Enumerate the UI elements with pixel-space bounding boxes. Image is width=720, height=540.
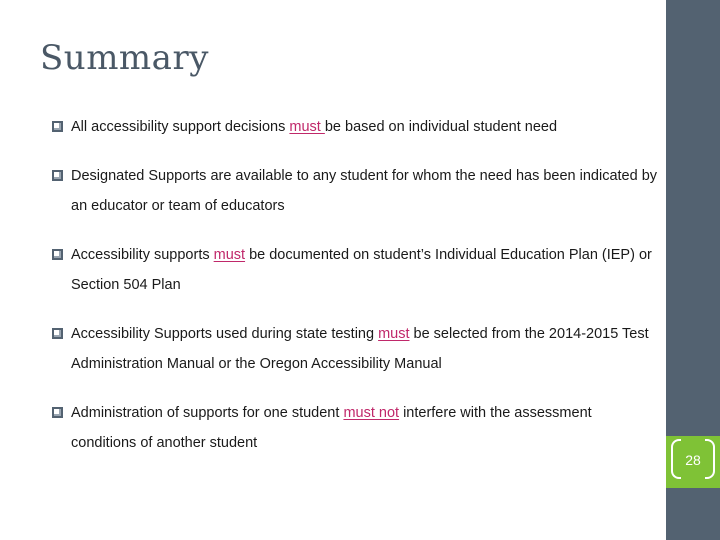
bullet-item	[50, 112, 660, 142]
checkbox-bullet-icon	[52, 328, 63, 339]
bullet-text: Administration of supports for one student	[71, 405, 344, 421]
bullet-item	[50, 398, 660, 458]
bullet-text: be based on individual student need	[324, 119, 558, 135]
bullet-emphasis: must	[289, 119, 325, 135]
bullet-text: Designated Supports are available to any student for whom the need has been indicated by an educator or team of educators	[71, 168, 658, 214]
bullet-item	[50, 319, 660, 379]
bullet-text: All accessibility support decisions	[71, 119, 290, 135]
bullet-emphasis: must	[378, 326, 410, 342]
bullet-item	[50, 240, 660, 300]
checkbox-bullet-icon	[52, 121, 63, 132]
page-number-badge	[666, 436, 720, 488]
bullet-text: interfere with the assessment conditions of another student	[71, 405, 592, 451]
bullet-list	[50, 112, 660, 458]
checkbox-bullet-icon	[52, 170, 63, 181]
bullet-text: be documented on student’s Individual Education Plan (IEP) or Section 504 Plan	[71, 247, 652, 293]
slide-title: Summary	[40, 38, 209, 78]
checkbox-bullet-icon	[52, 407, 63, 418]
bullet-text: Accessibility Supports used during state testing	[71, 326, 379, 342]
page-number: 28	[685, 452, 701, 468]
bullet-item	[50, 161, 660, 221]
bullet-text: Accessibility supports	[71, 247, 214, 263]
checkbox-bullet-icon	[52, 249, 63, 260]
bullet-emphasis: must	[213, 247, 246, 263]
bullet-text: be selected from the 2014-2015 Test Administration Manual or the Oregon Accessibility Manual	[71, 326, 649, 372]
bullet-emphasis: must not	[343, 405, 400, 421]
